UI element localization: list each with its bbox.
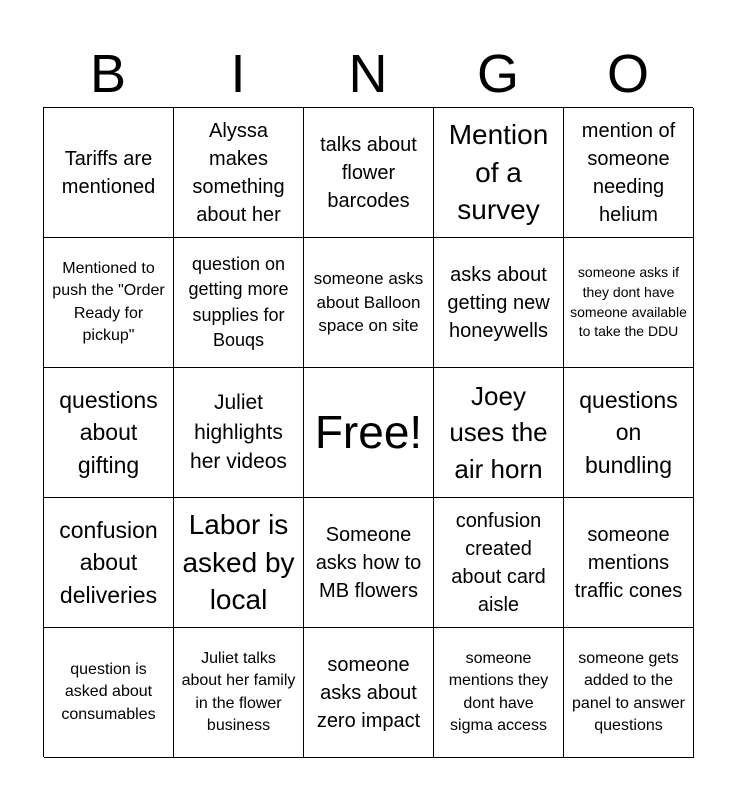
bingo-cell[interactable]: someone gets added to the panel to answer questions [564, 628, 694, 758]
bingo-cell[interactable]: someone asks if they dont have someone available to take the DDU [564, 238, 694, 368]
bingo-cell[interactable]: Tariffs are mentioned [44, 108, 174, 238]
bingo-cell[interactable]: Juliet talks about her family in the flower business [174, 628, 304, 758]
bingo-cell[interactable]: questions on bundling [564, 368, 694, 498]
bingo-board [43, 107, 693, 757]
bingo-cell[interactable]: Joey uses the air horn [434, 368, 564, 498]
bingo-cell[interactable]: confusion about deliveries [44, 498, 174, 628]
header-letter-g: G [476, 44, 519, 104]
bingo-cell[interactable]: questions about gifting [44, 368, 174, 498]
bingo-cell[interactable]: Alyssa makes something about her [174, 108, 304, 238]
bingo-cell[interactable]: someone mentions traffic cones [564, 498, 694, 628]
bingo-cell[interactable]: question is asked about consumables [44, 628, 174, 758]
bingo-cell[interactable]: someone asks about zero impact [304, 628, 434, 758]
header-letter-i: I [230, 44, 246, 104]
bingo-cell[interactable]: asks about getting new honeywells [434, 238, 564, 368]
bingo-cell[interactable]: Juliet highlights her videos [174, 368, 304, 498]
bingo-cell[interactable]: mention of someone needing helium [564, 108, 694, 238]
bingo-header [43, 40, 693, 108]
bingo-cell[interactable]: confusion created about card aisle [434, 498, 564, 628]
bingo-cell[interactable]: Someone asks how to MB flowers [304, 498, 434, 628]
header-letter-o: O [606, 44, 649, 104]
bingo-cell[interactable]: Mentioned to push the "Order Ready for pickup" [44, 238, 174, 368]
bingo-cell[interactable]: talks about flower barcodes [304, 108, 434, 238]
header-letter-b: B [89, 44, 127, 104]
bingo-cell[interactable]: question on getting more supplies for Bouqs [174, 238, 304, 368]
bingo-cell[interactable]: someone asks about Balloon space on site [304, 238, 434, 368]
free-space-cell[interactable]: Free! [304, 368, 434, 498]
header-letter-n: N [348, 44, 388, 104]
bingo-cell[interactable]: Mention of a survey [434, 108, 564, 238]
bingo-cell[interactable]: someone mentions they dont have sigma access [434, 628, 564, 758]
bingo-cell[interactable]: Labor is asked by local [174, 498, 304, 628]
